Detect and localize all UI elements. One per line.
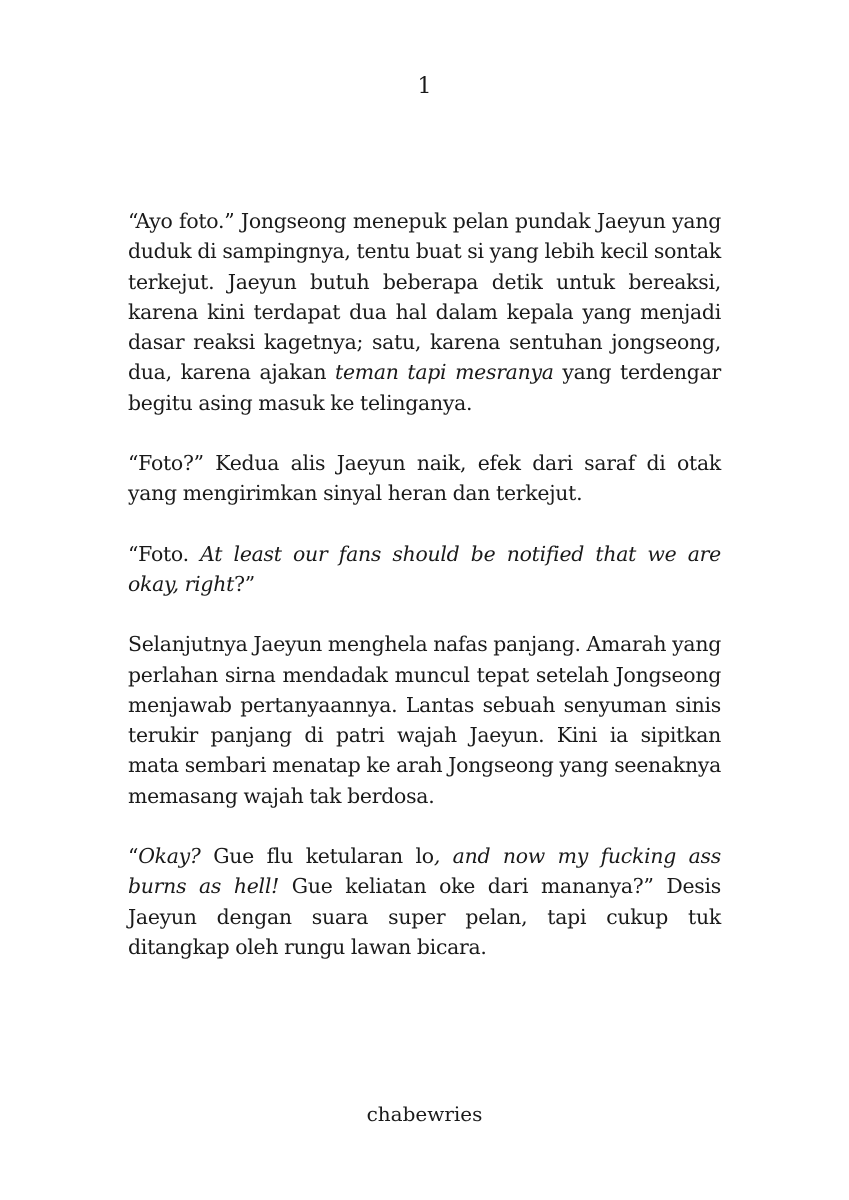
- paragraph-5: [128, 841, 721, 962]
- text-segment: yang terdengar begitu asing masuk ke telinganya.: [128, 360, 721, 415]
- story-text: [128, 206, 721, 962]
- italic-segment: Okay?: [138, 844, 201, 869]
- text-segment: “Foto.: [128, 541, 201, 566]
- text-segment: Gue flu ketularan lo: [200, 844, 434, 869]
- text-segment: “Ayo foto.” Jongseong menepuk pelan pundak Jaeyun yang duduk di sampingnya, tentu buat si yang lebih kecil sontak terkejut. Jaeyun butuh beberapa detik untuk bereaksi, karena kini terdapat dua hal dalam kepala yang menjadi dasar reaksi kagetnya; satu, karena sentuhan jongseong, dua, karena ajakan: [128, 209, 721, 385]
- page-number: 1: [417, 74, 432, 99]
- paragraph-3: [128, 539, 721, 600]
- paragraph-2: [128, 448, 721, 509]
- italic-segment: At least our fans should be notified that we are okay, right: [128, 541, 721, 596]
- text-segment: ?”: [234, 571, 255, 596]
- text-segment: “: [128, 844, 139, 869]
- italic-segment: , and now my fucking ass burns as hell!: [128, 844, 721, 899]
- author-footer: chabewries: [366, 1102, 483, 1126]
- paragraph-1: [128, 206, 721, 418]
- paragraph-4: [128, 629, 721, 811]
- text-segment: Selanjutnya Jaeyun menghela nafas panjang. Amarah yang perlahan sirna mendadak muncul tepat setelah Jongseong menjawab pertanyaannya. Lantas sebuah senyuman sinis terukir panjang di patri wajah Jaeyun. Kini ia sipitkan mata sembari menatap ke arah Jongseong yang seenaknya memasang wajah tak berdosa.: [128, 632, 722, 808]
- italic-segment: teman tapi mesranya: [335, 360, 554, 385]
- text-segment: “Foto?” Kedua alis Jaeyun naik, efek dari saraf di otak yang mengirimkan sinyal heran dan terkejut.: [128, 451, 721, 506]
- text-segment: Gue keliatan oke dari mananya?” Desis Jaeyun dengan suara super pelan, tapi cukup tuk ditangkap oleh rungu lawan bicara.: [128, 874, 721, 959]
